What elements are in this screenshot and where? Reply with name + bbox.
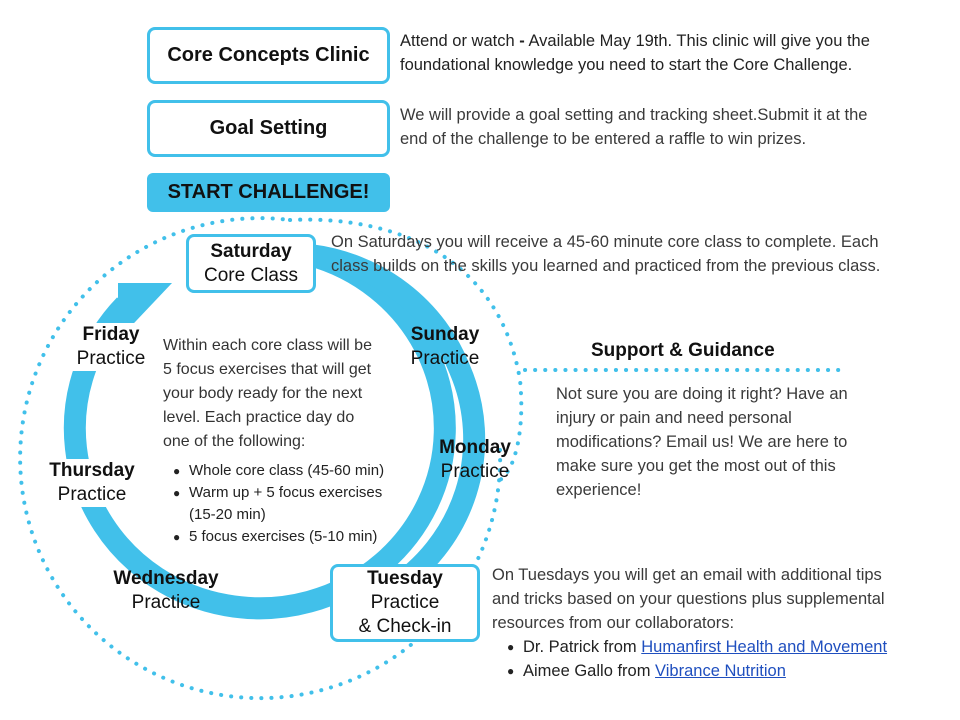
monday-label <box>425 436 525 484</box>
center-line: your body ready for the next <box>163 385 363 402</box>
support-description <box>556 382 896 502</box>
saturday-description <box>331 230 951 278</box>
clinic-desc-line2: foundational knowledge you need to start the Core Challenge. <box>400 56 853 74</box>
collaborator-item <box>507 635 947 659</box>
wednesday-label <box>101 567 231 615</box>
goal-description <box>400 103 940 151</box>
wednesday-day: Wednesday <box>113 568 219 589</box>
tuesday-desc-line: resources from our collaborators: <box>492 614 735 632</box>
practice-options-list <box>173 460 413 548</box>
center-line: 5 focus exercises that will get <box>163 361 372 378</box>
collaborator-prefix: Dr. Patrick from <box>523 638 642 656</box>
saturday-activity: Core Class <box>204 264 298 286</box>
clinic-box <box>147 27 390 84</box>
tuesday-activity: Practice <box>370 592 440 613</box>
collaborator-prefix: Aimee Gallo from <box>523 662 656 680</box>
clinic-dash: - <box>519 32 525 50</box>
saturday-day: Saturday <box>210 240 292 262</box>
sunday-day: Sunday <box>410 324 480 345</box>
start-challenge-banner <box>147 173 390 212</box>
humanfirst-link[interactable]: Humanfirst Health and Movement <box>641 638 888 656</box>
monday-day: Monday <box>439 437 511 458</box>
clinic-desc-line1 <box>400 29 940 53</box>
clinic-attend-text: Attend or watch <box>400 32 515 50</box>
saturday-desc-line1: On Saturdays you will receive a 45-60 minute core class to complete. Each <box>331 233 879 251</box>
collaborator-item <box>507 659 947 683</box>
wednesday-activity: Practice <box>131 592 201 613</box>
practice-option-text: Warm up + 5 focus exercises <box>189 484 383 501</box>
support-line: Not sure you are doing it right? Have an <box>556 385 848 403</box>
support-title: Support & Guidance <box>591 340 775 361</box>
goal-box <box>147 100 390 157</box>
center-line: level. Each practice day do <box>163 409 355 426</box>
support-line: make sure you get the most out of this <box>556 457 836 475</box>
start-challenge-label: START CHALLENGE! <box>167 181 370 203</box>
clinic-desc-rest: Available May 19th. This clinic will give you the <box>528 32 870 50</box>
monday-activity: Practice <box>440 461 510 482</box>
collaborators-list <box>507 635 947 683</box>
practice-option <box>173 482 413 526</box>
friday-label <box>66 323 156 371</box>
clinic-title: Core Concepts Clinic <box>167 44 370 66</box>
tuesday-description <box>492 563 942 635</box>
center-line: one of the following: <box>163 433 306 450</box>
friday-activity: Practice <box>76 348 146 369</box>
vibrance-link[interactable]: Vibrance Nutrition <box>655 662 786 680</box>
clinic-description <box>400 29 940 77</box>
center-explanation <box>163 334 403 454</box>
center-line: Within each core class will be <box>163 337 372 354</box>
goal-desc-line2: end of the challenge to be entered a raffle to win prizes. <box>400 130 807 148</box>
thursday-activity: Practice <box>57 484 127 505</box>
saturday-box <box>186 234 316 293</box>
support-line: modifications? Email us! We are here to <box>556 433 848 451</box>
goal-desc-line1: We will provide a goal setting and tracking sheet.Submit it at the <box>400 106 868 124</box>
tuesday-activity2: & Check-in <box>358 616 452 637</box>
tuesday-day: Tuesday <box>367 568 443 589</box>
practice-option: ● Whole core class (45-60 min) <box>173 460 413 482</box>
practice-option: ● 5 focus exercises (5-10 min) <box>173 526 413 548</box>
support-line: experience! <box>556 481 642 499</box>
tuesday-desc-line: On Tuesdays you will get an email with additional tips <box>492 566 882 584</box>
saturday-desc-line2: class builds on the skills you learned and practiced from the previous class. <box>331 257 881 275</box>
sunday-label <box>395 323 495 371</box>
tuesday-box <box>330 564 480 642</box>
friday-day: Friday <box>82 324 140 345</box>
tuesday-desc-line: and tricks based on your questions plus supplemental <box>492 590 885 608</box>
support-line: injury or pain and need personal <box>556 409 792 427</box>
sunday-activity: Practice <box>410 348 480 369</box>
goal-title: Goal Setting <box>209 117 328 139</box>
practice-option-text-cont: (15-20 min) <box>189 506 266 523</box>
thursday-label <box>37 459 147 507</box>
thursday-day: Thursday <box>49 460 135 481</box>
